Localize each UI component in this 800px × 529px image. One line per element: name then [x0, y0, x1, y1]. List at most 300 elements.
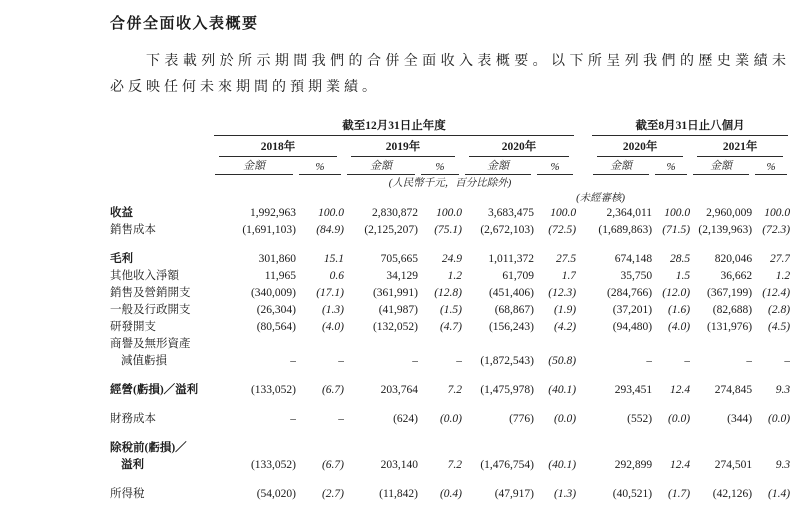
cell-value: (40,521): [612, 488, 653, 500]
amount-cell: [690, 382, 752, 399]
cell-value: (1,872,543): [480, 355, 534, 367]
cell-value: (4.0): [321, 321, 344, 333]
cell-value: 36,662: [720, 270, 753, 282]
cell-value: (4.0): [668, 321, 691, 333]
column-spacer: [576, 411, 590, 428]
note-spacer-cell: [110, 190, 576, 205]
cell-value: 15.1: [323, 253, 344, 265]
amount-cell: [212, 302, 296, 319]
cell-value: 100.0: [550, 207, 577, 219]
cell-value: (2,125,207): [364, 224, 418, 236]
amount-cell: [690, 302, 752, 319]
amount-cell: [212, 382, 296, 399]
cell-value: –: [746, 355, 753, 367]
amount-cell: [590, 382, 652, 399]
amount-cell: [344, 302, 418, 319]
percent-header-text: %: [666, 161, 676, 173]
amount-cell: [590, 457, 652, 474]
percent-header-underline: [537, 161, 573, 175]
cell-value: (1.4): [768, 488, 791, 500]
amount-cell: [344, 486, 418, 503]
year-header-4: [690, 136, 790, 157]
page-title: 合併全面收入表概要: [110, 16, 259, 32]
amount-cell: [690, 251, 752, 268]
cell-value: (132,052): [372, 321, 418, 333]
percent-cell: [296, 285, 344, 302]
row-label: [110, 336, 212, 353]
cell-value: (6.7): [321, 459, 344, 471]
amount-cell: [462, 486, 534, 503]
cell-value: 1,992,963: [250, 207, 296, 219]
cell-value: (552): [627, 413, 653, 425]
cell-value: (624): [393, 413, 418, 425]
percent-cell: [752, 251, 790, 268]
cell-value: (2,672,103): [480, 224, 534, 236]
cell-value: 3,683,475: [488, 207, 534, 219]
cell-value: 274,845: [714, 384, 753, 396]
cell-value: 7.2: [447, 384, 462, 396]
row-spacer-cell: [110, 474, 790, 486]
cell-value: 100.0: [664, 207, 691, 219]
percent-cell: [752, 302, 790, 319]
cell-value: (776): [509, 413, 534, 425]
income-statement-table: [110, 115, 790, 503]
corner-cell: [110, 157, 212, 175]
cell-value: –: [784, 355, 791, 367]
row-spacer: [110, 474, 790, 486]
amount-cell: [344, 205, 418, 222]
year-header-2-text: 2020年: [501, 141, 537, 153]
percent-cell: [296, 411, 344, 428]
percent-cell: [534, 251, 576, 268]
column-spacer: [576, 115, 590, 136]
period-group-eight-months-underline: [592, 117, 788, 136]
cell-value: 2,364,011: [606, 207, 653, 219]
row-label-text: 研發開支: [110, 321, 156, 333]
percent-header: [652, 157, 690, 175]
amount-cell: [344, 222, 418, 239]
cell-value: (82,688): [712, 304, 753, 316]
table-head: [110, 115, 790, 205]
percent-cell: [752, 319, 790, 336]
amount-cell: [212, 268, 296, 285]
cell-value: (12.3): [548, 287, 577, 299]
amount-cell: [462, 285, 534, 302]
percent-cell: [418, 268, 462, 285]
cell-value: 12.4: [669, 384, 691, 396]
row-spacer: [110, 239, 790, 251]
cell-value: 1,011,372: [488, 253, 534, 265]
unaudited-note: [576, 190, 790, 205]
cell-value: (1.7): [668, 488, 691, 500]
amount-cell: [462, 302, 534, 319]
amount-header: [212, 157, 296, 175]
percent-cell: [534, 302, 576, 319]
cell-value: (0.0): [554, 413, 577, 425]
cell-value: 301,860: [258, 253, 296, 265]
cell-value: (26,304): [256, 304, 296, 316]
cell-value: (17.1): [316, 287, 344, 299]
cell-value: (72.5): [548, 224, 577, 236]
row-label: [110, 353, 212, 370]
row-label: [110, 302, 212, 319]
cell-value: 1.2: [447, 270, 462, 282]
percent-cell: [652, 251, 690, 268]
column-spacer: [576, 157, 590, 175]
cell-value: (50.8): [548, 355, 577, 367]
amount-cell: [462, 222, 534, 239]
cell-value: –: [456, 355, 462, 367]
table-body: [110, 205, 790, 503]
percent-cell: [652, 205, 690, 222]
cell-value: (1,475,978): [480, 384, 534, 396]
percent-cell: [534, 411, 576, 428]
cell-value: (0.4): [439, 488, 462, 500]
percent-cell: [652, 268, 690, 285]
cell-value: (1,691,103): [242, 224, 296, 236]
amount-cell: [344, 268, 418, 285]
cell-value: (75.1): [434, 224, 462, 236]
year-header-1-text: 2019年: [385, 141, 421, 153]
percent-header-underline: [655, 161, 687, 175]
amount-cell: [462, 457, 534, 474]
amount-cell: [690, 486, 752, 503]
amount-cell: [212, 222, 296, 239]
amount-cell: [344, 382, 418, 399]
percent-cell: [418, 251, 462, 268]
cell-value: 2,830,872: [372, 207, 418, 219]
row-label: [110, 457, 212, 474]
cell-value: (133,052): [250, 459, 296, 471]
row-label: [110, 486, 212, 503]
cell-value: (284,766): [607, 287, 653, 299]
cell-value: (71.5): [662, 224, 691, 236]
unit-note-text: (人民幣千元，百分比除外): [388, 178, 512, 189]
column-spacer: [576, 222, 590, 239]
amount-cell: [462, 319, 534, 336]
amount-cell: [590, 486, 652, 503]
row-label: [110, 382, 212, 399]
cell-value: –: [290, 413, 296, 425]
row-label-text: 經營(虧損)／溢利: [110, 384, 199, 396]
cell-value: (80,564): [256, 321, 296, 333]
row-spacer-cell: [110, 370, 790, 382]
row-label-line1: 商譽及無形資產: [110, 338, 191, 350]
cell-value: 2,960,009: [706, 207, 753, 219]
cell-value: (72.3): [762, 224, 791, 236]
percent-cell: [652, 457, 690, 474]
percent-header: [296, 157, 344, 175]
row-label-text: 毛利: [110, 253, 133, 265]
percent-cell: [534, 205, 576, 222]
amount-cell: [462, 382, 534, 399]
cell-value: (1,476,754): [480, 459, 534, 471]
cell-value: –: [338, 355, 344, 367]
percent-cell: [534, 382, 576, 399]
cell-value: 9.3: [775, 459, 791, 471]
percent-header-underline: [299, 161, 341, 175]
table-row: [110, 251, 790, 268]
cell-value: (41,987): [378, 304, 418, 316]
percent-cell: [652, 319, 690, 336]
percent-cell: [296, 302, 344, 319]
amount-cell: [690, 353, 752, 370]
year-header-2-underline: [469, 138, 569, 157]
percent-header-underline: [421, 161, 459, 175]
table-row: [110, 268, 790, 285]
percent-cell: [418, 457, 462, 474]
cell-value: (84.9): [316, 224, 344, 236]
row-label: [110, 268, 212, 285]
percent-cell: [534, 353, 576, 370]
empty-cell: [212, 440, 790, 457]
cell-value: 28.5: [669, 253, 691, 265]
amount-header-text: 金額: [370, 160, 392, 172]
amount-cell: [590, 222, 652, 239]
row-label-line2: 溢利: [121, 459, 144, 471]
period-group-eight-months-text: 截至8月31日止八個月: [635, 120, 745, 132]
cell-value: 1.7: [561, 270, 577, 282]
amount-cell: [212, 285, 296, 302]
column-spacer: [576, 268, 590, 285]
cell-value: 61,709: [502, 270, 534, 282]
cell-value: (1.5): [439, 304, 462, 316]
percent-cell: [652, 285, 690, 302]
cell-value: (344): [727, 413, 753, 425]
row-label: [110, 411, 212, 428]
cell-value: (4.5): [768, 321, 791, 333]
row-spacer: [110, 399, 790, 411]
cell-value: (131,976): [707, 321, 753, 333]
amount-header-underline: [465, 157, 531, 175]
cell-value: (42,126): [712, 488, 753, 500]
amount-cell: [590, 319, 652, 336]
table-row: [110, 353, 790, 370]
percent-cell: [752, 353, 790, 370]
cell-value: 292,899: [614, 459, 653, 471]
percent-cell: [296, 353, 344, 370]
cell-value: (0.0): [668, 413, 691, 425]
percent-header-text: %: [435, 161, 445, 173]
cell-value: (2,139,963): [698, 224, 753, 236]
cell-value: 27.7: [769, 253, 791, 265]
amount-header-text: 金額: [710, 160, 733, 172]
table-row: [110, 115, 790, 136]
cell-value: (2.8): [768, 304, 791, 316]
column-spacer: [576, 285, 590, 302]
unaudited-note-text: (未經審核): [576, 193, 626, 204]
cell-value: 9.3: [775, 384, 791, 396]
intro-paragraph: 下表載列於所示期間我們的合併全面收入表概要。以下所呈列我們的歷史業績未必反映任何未來期間的預期業績。: [110, 54, 790, 95]
table-row: [110, 190, 790, 205]
amount-cell: [690, 457, 752, 474]
corner-cell: [110, 115, 212, 136]
table-row: [110, 411, 790, 428]
percent-cell: [296, 222, 344, 239]
cell-value: (1.3): [554, 488, 577, 500]
amount-cell: [212, 486, 296, 503]
cell-value: 100.0: [318, 207, 344, 219]
row-label-text: 銷售及營銷開支: [110, 287, 191, 299]
cell-value: (367,199): [707, 287, 753, 299]
year-header-3-text: 2020年: [622, 141, 658, 153]
table-row: [110, 336, 790, 353]
column-spacer: [576, 205, 590, 222]
empty-cell: [212, 336, 790, 353]
percent-cell: [534, 457, 576, 474]
cell-value: 203,764: [380, 384, 418, 396]
percent-cell: [752, 457, 790, 474]
cell-value: (94,480): [612, 321, 653, 333]
cell-value: 293,451: [614, 384, 653, 396]
row-label: [110, 222, 212, 239]
row-spacer-cell: [110, 428, 790, 440]
amount-cell: [212, 251, 296, 268]
amount-cell: [344, 411, 418, 428]
amount-header-text: 金額: [610, 160, 633, 172]
row-label-text: 所得稅: [110, 488, 145, 500]
amount-cell: [590, 302, 652, 319]
cell-value: 820,046: [714, 253, 753, 265]
percent-cell: [418, 319, 462, 336]
percent-cell: [534, 222, 576, 239]
year-header-1-underline: [351, 138, 455, 157]
cell-value: 705,665: [380, 253, 418, 265]
percent-header-underline: [755, 161, 787, 175]
row-label: [110, 285, 212, 302]
percent-cell: [652, 486, 690, 503]
cell-value: –: [646, 355, 653, 367]
amount-cell: [212, 205, 296, 222]
cell-value: (54,020): [256, 488, 296, 500]
row-spacer: [110, 428, 790, 440]
percent-header-text: %: [550, 161, 560, 173]
table-row: [110, 136, 790, 157]
amount-cell: [212, 457, 296, 474]
cell-value: (133,052): [250, 384, 296, 396]
year-header-1: [344, 136, 462, 157]
cell-value: (12.0): [662, 287, 691, 299]
amount-header: [590, 157, 652, 175]
percent-header: [534, 157, 576, 175]
period-group-annual-text: 截至12月31日止年度: [342, 120, 446, 132]
amount-cell: [212, 411, 296, 428]
year-header-2: [462, 136, 576, 157]
row-spacer-cell: [110, 239, 790, 251]
percent-header: [752, 157, 790, 175]
row-label-text: 財務成本: [110, 413, 156, 425]
amount-cell: [690, 411, 752, 428]
amount-header-underline: [347, 157, 415, 175]
cell-value: (2.7): [321, 488, 344, 500]
row-label-text: 收益: [110, 207, 133, 219]
cell-value: –: [290, 355, 296, 367]
cell-value: 27.5: [555, 253, 577, 265]
row-spacer-cell: [110, 399, 790, 411]
table-row: [110, 285, 790, 302]
table-row: [110, 157, 790, 175]
amount-header: [462, 157, 534, 175]
amount-cell: [344, 457, 418, 474]
percent-header: [418, 157, 462, 175]
cell-value: (1.9): [554, 304, 577, 316]
column-spacer: [576, 136, 590, 157]
row-label: [110, 319, 212, 336]
percent-cell: [418, 285, 462, 302]
column-spacer: [576, 486, 590, 503]
cell-value: 274,501: [714, 459, 753, 471]
cell-value: (11,842): [379, 488, 418, 500]
percent-cell: [752, 205, 790, 222]
amount-cell: [344, 319, 418, 336]
cell-value: 11,965: [264, 270, 296, 282]
percent-cell: [752, 411, 790, 428]
percent-cell: [296, 205, 344, 222]
cell-value: –: [412, 355, 418, 367]
percent-cell: [418, 486, 462, 503]
percent-cell: [296, 382, 344, 399]
table-row: [110, 319, 790, 336]
amount-cell: [590, 285, 652, 302]
table-row: [110, 302, 790, 319]
cell-value: (340,009): [250, 287, 296, 299]
period-group-eight-months: [590, 115, 790, 136]
percent-cell: [418, 302, 462, 319]
amount-cell: [590, 251, 652, 268]
unit-note: [110, 175, 790, 190]
percent-cell: [752, 285, 790, 302]
amount-cell: [212, 319, 296, 336]
amount-cell: [344, 285, 418, 302]
row-label-text: 銷售成本: [110, 224, 156, 236]
percent-cell: [752, 222, 790, 239]
amount-header-underline: [215, 157, 293, 175]
row-label: [110, 440, 212, 457]
column-spacer: [576, 457, 590, 474]
row-label-text: 其他收入淨額: [110, 270, 179, 282]
row-label: [110, 205, 212, 222]
amount-cell: [462, 268, 534, 285]
column-spacer: [576, 251, 590, 268]
cell-value: (40.1): [548, 459, 577, 471]
cell-value: (1.6): [668, 304, 691, 316]
percent-cell: [534, 319, 576, 336]
percent-cell: [418, 353, 462, 370]
amount-cell: [590, 411, 652, 428]
percent-cell: [534, 486, 576, 503]
percent-cell: [652, 382, 690, 399]
cell-value: (6.7): [321, 384, 344, 396]
amount-cell: [462, 353, 534, 370]
amount-cell: [690, 319, 752, 336]
percent-cell: [296, 486, 344, 503]
percent-cell: [418, 382, 462, 399]
row-label-line1: 除稅前(虧損)／: [110, 442, 187, 454]
percent-header-text: %: [315, 161, 325, 173]
year-header-3-underline: [597, 138, 683, 157]
table-row: [110, 205, 790, 222]
amount-header-text: 金額: [487, 160, 509, 172]
amount-cell: [690, 205, 752, 222]
cell-value: 1.2: [775, 270, 791, 282]
column-spacer: [576, 319, 590, 336]
percent-cell: [296, 268, 344, 285]
cell-value: 0.6: [329, 270, 344, 282]
amount-header-underline: [693, 157, 749, 175]
amount-cell: [462, 411, 534, 428]
cell-value: 34,129: [386, 270, 418, 282]
amount-cell: [590, 268, 652, 285]
